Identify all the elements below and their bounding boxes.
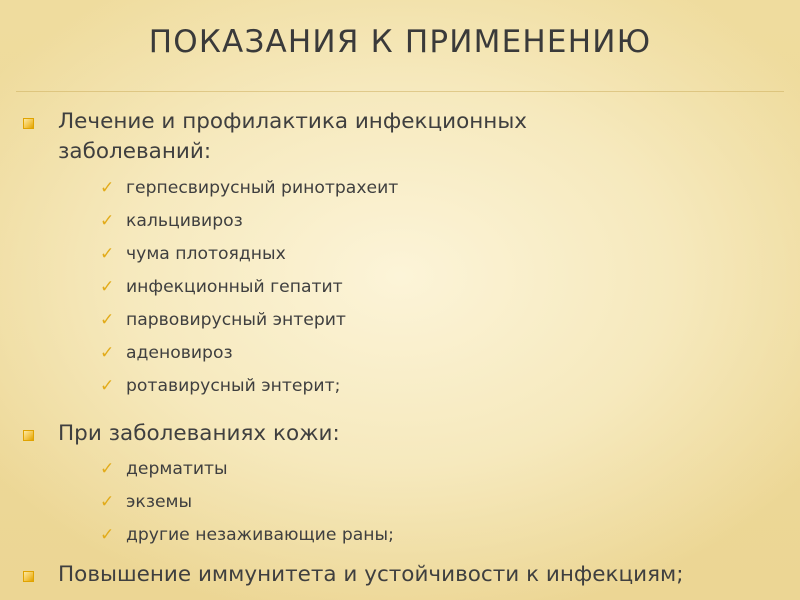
sub-list-item-text: дерматиты <box>126 459 228 479</box>
sub-list-item-text: герпесвирусный ринотрахеит <box>126 178 399 198</box>
list-item-text: При заболеваниях кожи: <box>58 421 340 446</box>
list-item-level1 <box>0 560 800 590</box>
sub-list-item-text: инфекционный гепатит <box>126 277 343 297</box>
sub-list-item <box>0 521 800 551</box>
checkmark-icon: ✓ <box>100 343 115 363</box>
sub-list-item <box>0 240 800 270</box>
sub-list-item <box>0 339 800 369</box>
checkmark-icon: ✓ <box>100 178 115 198</box>
sub-list-item-text: парвовирусный энтерит <box>126 310 346 330</box>
list-item-level1 <box>0 419 800 449</box>
square-bullet-icon <box>23 571 34 582</box>
checkmark-icon: ✓ <box>100 376 115 396</box>
sub-list-item <box>0 207 800 237</box>
sub-list-item <box>0 306 800 336</box>
checkmark-icon: ✓ <box>100 459 115 479</box>
checkmark-icon: ✓ <box>100 310 115 330</box>
slide-title: ПОКАЗАНИЯ К ПРИМЕНЕНИЮ <box>148 24 652 60</box>
sub-list-item-text: экземы <box>126 492 193 512</box>
sub-list-item-text: кальцивироз <box>126 211 243 231</box>
list-item-text: Повышение иммунитета и устойчивости к инфекциям; <box>58 562 684 587</box>
sub-list-item <box>0 455 800 485</box>
checkmark-icon: ✓ <box>100 525 115 545</box>
checkmark-icon: ✓ <box>100 211 115 231</box>
square-bullet-icon <box>23 118 34 129</box>
title-divider <box>16 91 784 92</box>
checkmark-icon: ✓ <box>100 492 115 512</box>
checkmark-icon: ✓ <box>100 277 115 297</box>
sub-list-item-text: ротавирусный энтерит; <box>126 376 341 396</box>
square-bullet-icon <box>23 430 34 441</box>
sub-list-item-text: аденовироз <box>126 343 233 363</box>
list-item-text: Лечение и профилактика инфекционных <box>58 109 528 134</box>
checkmark-icon: ✓ <box>100 244 115 264</box>
sub-list-item <box>0 488 800 518</box>
sub-list-item <box>0 273 800 303</box>
sub-list-item <box>0 372 800 402</box>
sub-list-item-text: другие незаживающие раны; <box>126 525 394 545</box>
list-item-text: заболеваний: <box>58 139 212 164</box>
list-item-level1 <box>0 107 800 167</box>
sub-list-item-text: чума плотоядных <box>126 244 286 264</box>
sub-list-item <box>0 174 800 204</box>
